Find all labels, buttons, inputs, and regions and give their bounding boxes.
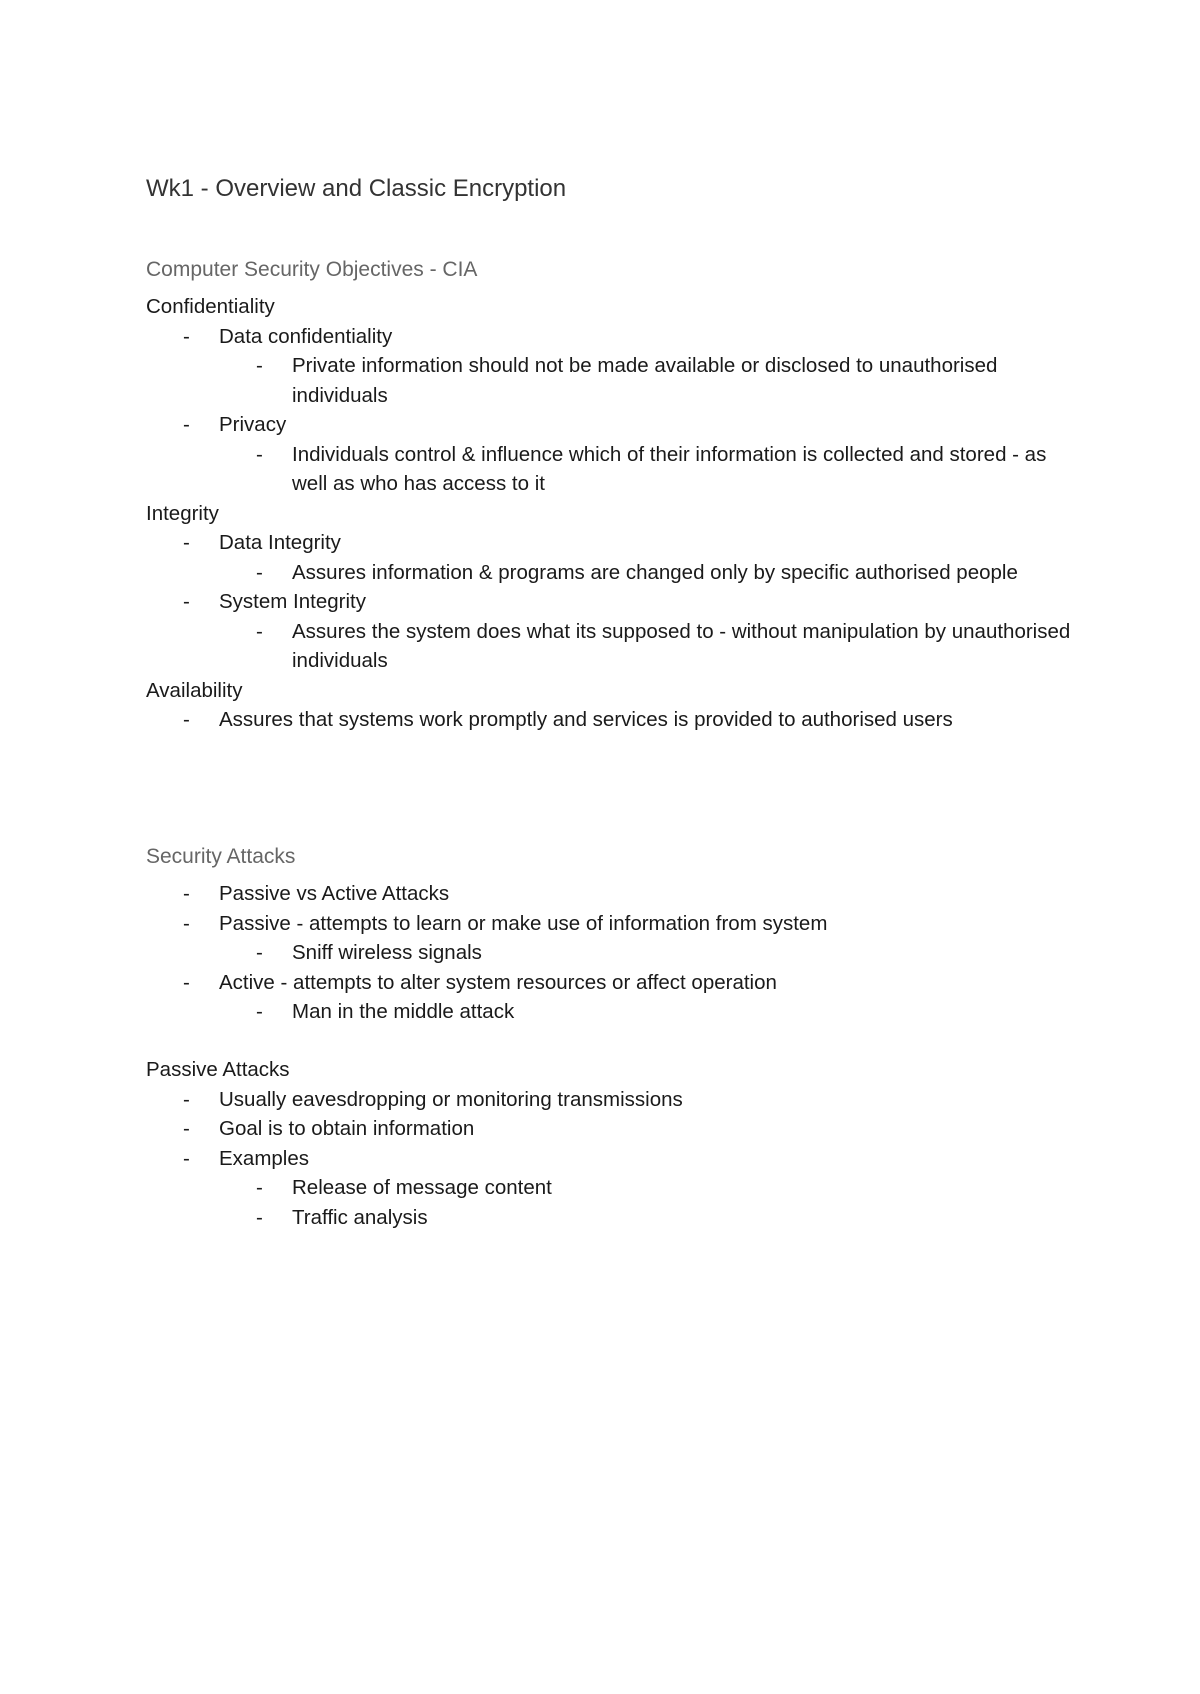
sub-list-item-text: Traffic analysis (292, 1205, 428, 1229)
list-item-text: Goal is to obtain information (219, 1117, 475, 1140)
passive-attacks-label: Passive Attacks (146, 1058, 290, 1081)
sub-list (146, 440, 1086, 499)
sub-list-item (146, 1203, 1086, 1233)
sub-list (146, 351, 1086, 410)
list-item-text: Data Integrity (219, 531, 341, 554)
bullet-dash: - (183, 911, 190, 935)
attacks-list (146, 879, 1086, 1027)
availability-list (146, 705, 1086, 735)
bullet-dash: - (183, 970, 190, 994)
sub-list (146, 558, 1086, 588)
bullet-dash: - (183, 1117, 190, 1140)
sub-list-item (146, 997, 1086, 1027)
list-item (146, 909, 1086, 968)
sub-list-item-text: Individuals control & influence which of their information is collected and stored - as well as who has access to it (292, 442, 1047, 495)
bullet-dash: - (256, 941, 263, 964)
list-item-text: Usually eavesdropping or monitoring transmissions (219, 1087, 683, 1111)
list-item (146, 410, 1086, 499)
sub-list (146, 938, 1086, 968)
sub-list-item (146, 617, 1086, 676)
sub-list-item-text: Assures the system does what its supposed to - without manipulation by unauthorised individuals (292, 619, 1071, 672)
confidentiality-list (146, 322, 1086, 499)
attacks-section (146, 841, 1086, 1027)
bullet-dash: - (183, 1146, 190, 1170)
bullet-dash: - (256, 1176, 263, 1199)
passive-list (146, 1085, 1086, 1233)
sub-list-item-text: Assures information & programs are changed only by specific authorised people (292, 560, 1018, 584)
list-item (146, 1085, 1086, 1115)
bullet-dash: - (256, 560, 263, 584)
list-item (146, 1144, 1086, 1233)
list-item (146, 1114, 1086, 1144)
bullet-dash: - (256, 1000, 263, 1023)
sub-list (146, 617, 1086, 676)
list-item (146, 879, 1086, 909)
list-item (146, 587, 1086, 676)
cia-heading: Computer Security Objectives - CIA (146, 258, 478, 281)
integrity-label: Integrity (146, 501, 219, 525)
sub-list-item-text: Release of message content (292, 1176, 552, 1199)
sub-list-item-text: Man in the middle attack (292, 1000, 515, 1023)
bullet-dash: - (183, 1087, 190, 1111)
list-item (146, 322, 1086, 411)
list-item-text: System Integrity (219, 590, 366, 613)
attacks-heading: Security Attacks (146, 845, 296, 868)
bullet-dash: - (183, 882, 190, 905)
list-item-text: Examples (219, 1146, 310, 1170)
cia-section (146, 254, 1086, 735)
sub-list-item (146, 558, 1086, 588)
bullet-dash: - (183, 590, 190, 613)
list-item-text: Passive - attempts to learn or make use of information from system (219, 911, 828, 935)
bullet-dash: - (183, 324, 190, 348)
bullet-dash: - (183, 708, 190, 731)
sub-list-item-text: Private information should not be made available or disclosed to unauthorised individuals (292, 354, 998, 407)
bullet-dash: - (183, 413, 190, 436)
bullet-dash: - (256, 354, 263, 377)
availability-label: Availability (146, 678, 243, 702)
bullet-dash: - (256, 442, 263, 466)
list-item-text: Passive vs Active Attacks (219, 882, 450, 905)
sub-list-item-text: Sniff wireless signals (292, 941, 482, 964)
list-item (146, 705, 1086, 735)
sub-list-item (146, 938, 1086, 968)
sub-list-item (146, 351, 1086, 410)
list-item-text: Privacy (219, 413, 287, 436)
list-item-text: Active - attempts to alter system resources or affect operation (219, 970, 777, 994)
sub-list (146, 997, 1086, 1027)
document-title: Wk1 - Overview and Classic Encryption (146, 175, 567, 202)
list-item-text: Assures that systems work promptly and services is provided to authorised users (219, 708, 953, 731)
bullet-dash: - (256, 619, 263, 643)
list-item (146, 968, 1086, 1027)
bullet-dash: - (183, 531, 190, 554)
integrity-list (146, 528, 1086, 676)
sub-list-item (146, 1173, 1086, 1203)
bullet-dash: - (256, 1205, 263, 1229)
confidentiality-label: Confidentiality (146, 295, 275, 318)
list-item-text: Data confidentiality (219, 324, 393, 348)
sub-list-item (146, 440, 1086, 499)
sub-list (146, 1173, 1086, 1232)
passive-section (146, 1055, 1086, 1232)
list-item (146, 528, 1086, 587)
